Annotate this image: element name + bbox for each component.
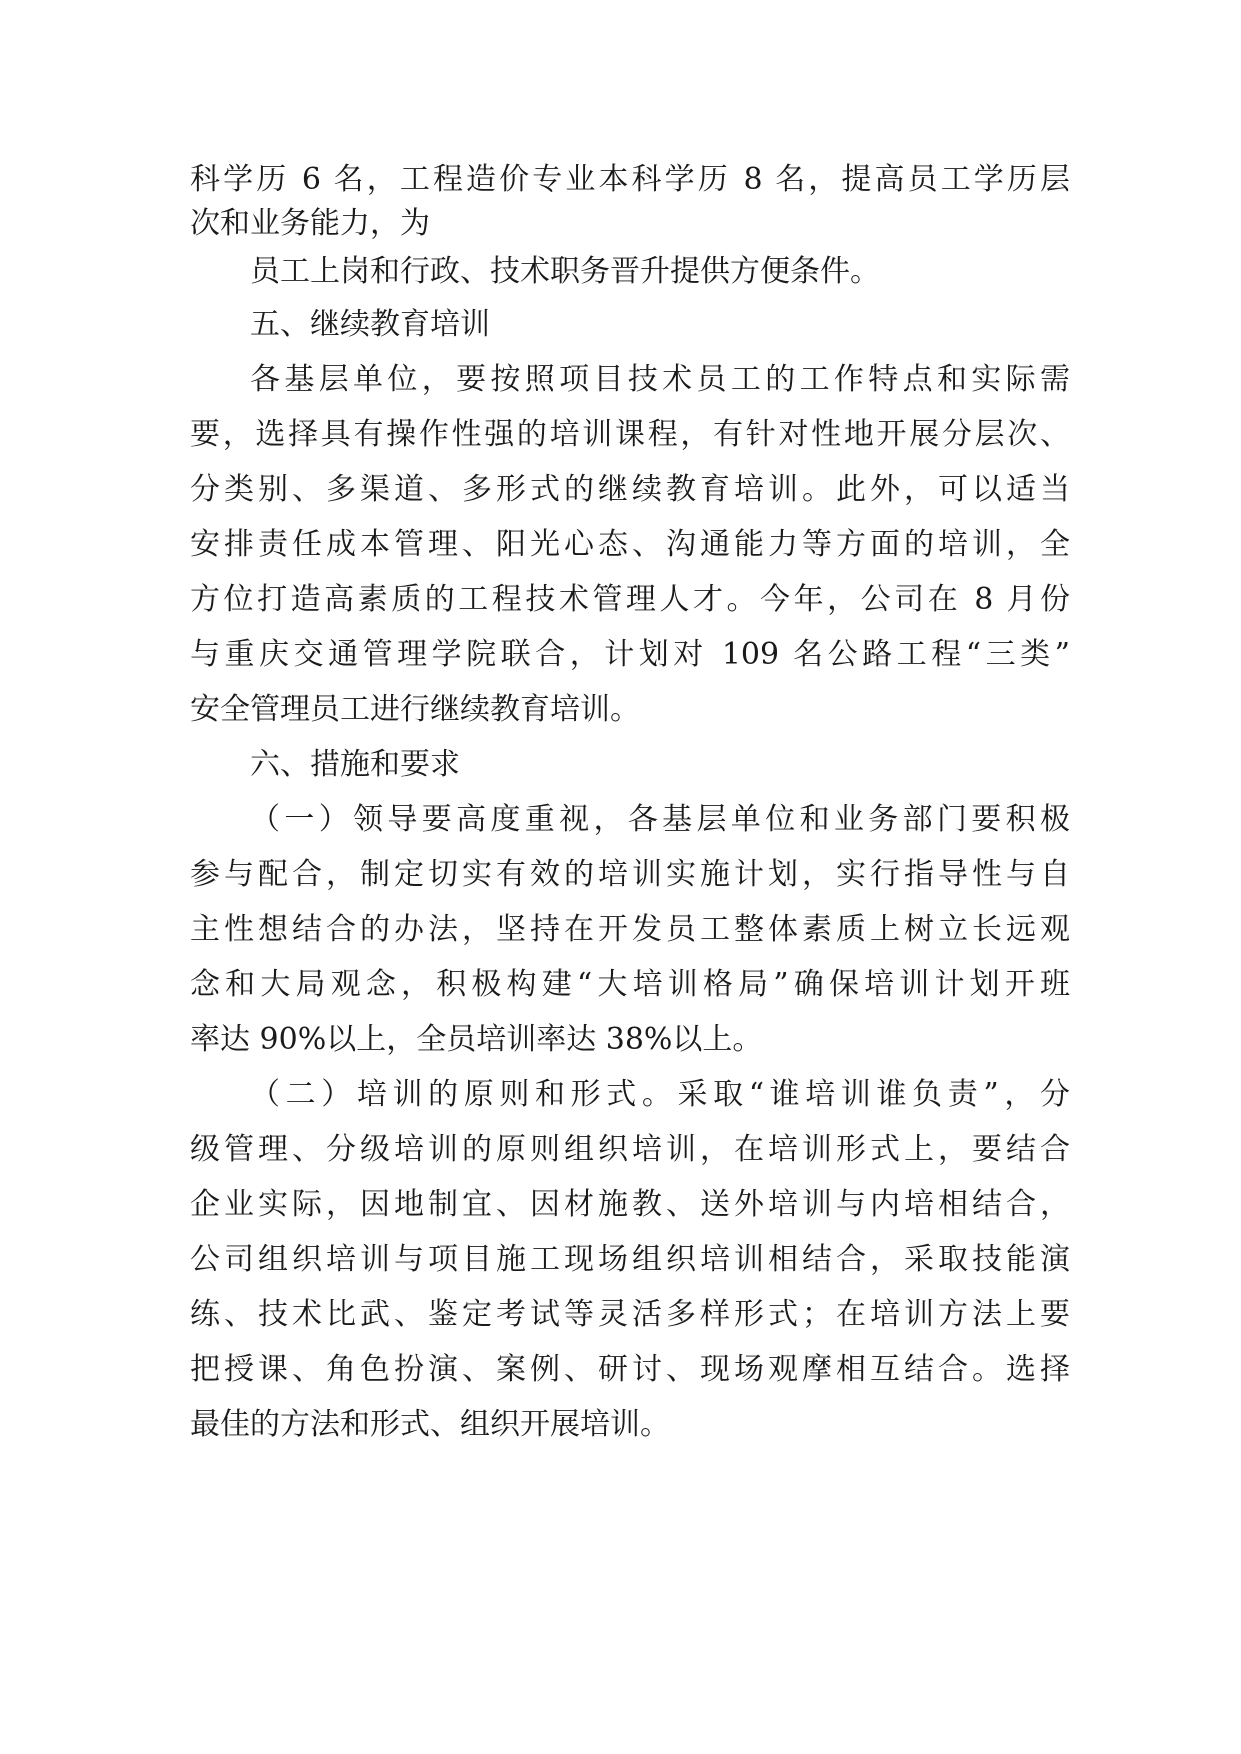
text-line: 分类别、多渠道、多形式的继续教育培训。此外，可以适当 <box>190 472 1070 507</box>
text-line: 参与配合，制定切实有效的培训实施计划，实行指导性与自 <box>190 857 1070 892</box>
text-line: 主性想结合的办法，坚持在开发员工整体素质上树立长远观 <box>190 912 1070 947</box>
text-line: 方位打造高素质的工程技术管理人才。今年，公司在 8 月份 <box>190 582 1070 617</box>
text-line: 把授课、角色扮演、案例、研讨、现场观摩相互结合。选择 <box>190 1352 1070 1387</box>
text-line: 企业实际，因地制宜、因材施教、送外培训与内培相结合， <box>190 1187 1070 1222</box>
text-line: 级管理、分级培训的原则组织培训，在培训形式上，要结合 <box>190 1132 1070 1167</box>
section-heading: 五、继续教育培训 <box>250 307 490 342</box>
text-line: 次和业务能力，为 <box>190 206 430 241</box>
text-line: 率达 90%以上，全员培训率达 38%以上。 <box>190 1022 763 1057</box>
text-line: 练、技术比武、鉴定考试等灵活多样形式；在培训方法上要 <box>190 1297 1070 1332</box>
text-line: 念和大局观念，积极构建“大培训格局”确保培训计划开班 <box>190 967 1070 1002</box>
text-line: 与重庆交通管理学院联合，计划对 109 名公路工程“三类” <box>190 637 1070 672</box>
text-line: （二）培训的原则和形式。采取“谁培训谁负责”，分 <box>250 1077 1070 1112</box>
text-line: 员工上岗和行政、技术职务晋升提供方便条件。 <box>250 254 880 289</box>
section-heading: 六、措施和要求 <box>250 747 460 782</box>
text-line: 各基层单位，要按照项目技术员工的工作特点和实际需 <box>250 362 1070 397</box>
text-line: 科学历 6 名，工程造价专业本科学历 8 名，提高员工学历层 <box>190 162 1070 197</box>
text-line: 公司组织培训与项目施工现场组织培训相结合，采取技能演 <box>190 1242 1070 1277</box>
text-line: 最佳的方法和形式、组织开展培训。 <box>190 1407 670 1442</box>
text-line: 安排责任成本管理、阳光心态、沟通能力等方面的培训，全 <box>190 527 1070 562</box>
text-line: 要，选择具有操作性强的培训课程，有针对性地开展分层次、 <box>190 417 1070 452</box>
text-line: （一）领导要高度重视，各基层单位和业务部门要积极 <box>250 802 1070 837</box>
text-line: 安全管理员工进行继续教育培训。 <box>190 692 640 727</box>
